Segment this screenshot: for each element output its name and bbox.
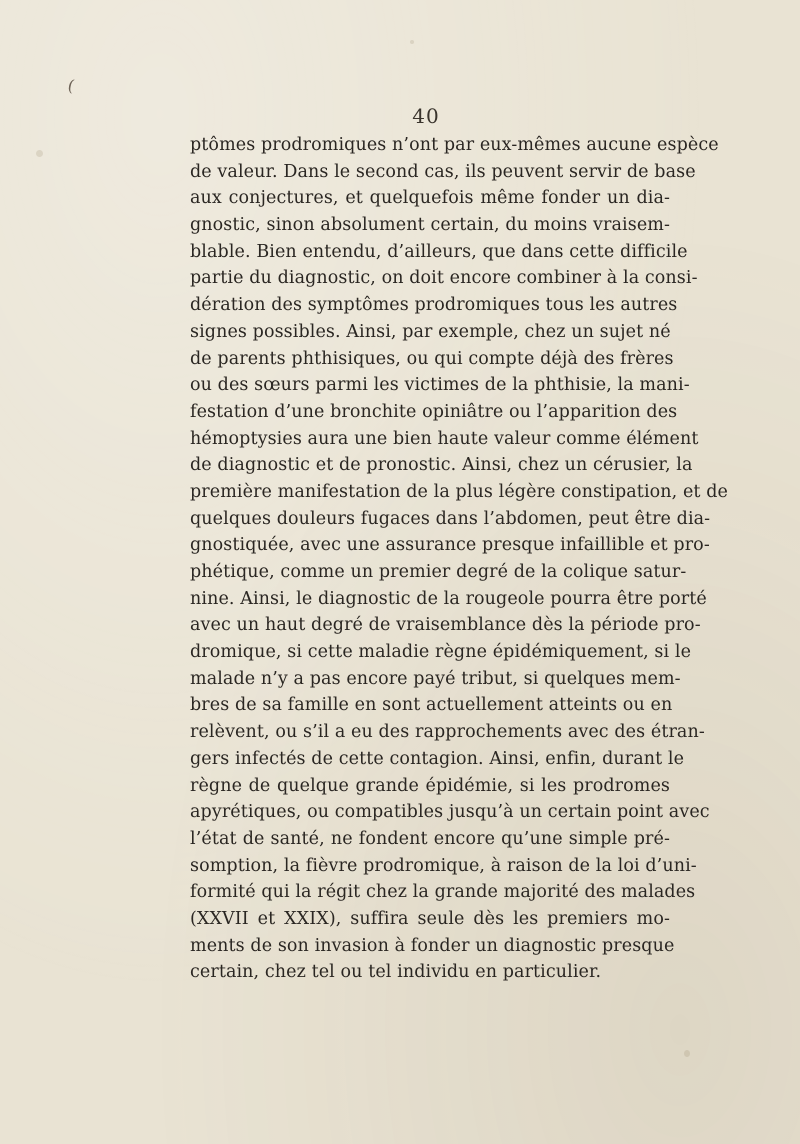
text-line: ou des sœurs parmi les victimes de la phthisie, la mani- <box>190 375 690 396</box>
text-line: signes possibles. Ainsi, par exemple, chez un sujet né <box>190 321 671 342</box>
text-line: hémoptysies aura une bien haute valeur comme élément <box>190 428 699 449</box>
text-line: de valeur. Dans le second cas, ils peuvent servir de base <box>190 161 696 182</box>
text-line: dromique, si cette maladie règne épidémiquement, si le <box>190 642 692 663</box>
pencil-mark: ( <box>66 75 77 96</box>
text-line: (XXVII et XXIX), suffira seule dès les premiers mo- <box>190 908 670 929</box>
text-line: apyrétiques, ou compatibles jusqu’à un certain point avec <box>190 802 710 823</box>
text-line: aux conjectures, et quelquefois même fonder un dia- <box>190 188 670 209</box>
text-line: nine. Ainsi, le diagnostic de la rougeole pourra être porté <box>190 588 707 609</box>
text-line: de parents phthisiques, ou qui compte déjà des frères <box>190 348 674 369</box>
text-line: ments de son invasion à fonder un diagnostic presque <box>190 935 675 956</box>
text-line: blable. Bien entendu, d’ailleurs, que dans cette difficile <box>190 241 688 262</box>
text-line: gers infectés de cette contagion. Ainsi, enfin, durant le <box>190 748 685 769</box>
paper-spot <box>684 1050 690 1057</box>
text-line: gnostiquée, avec une assurance presque infaillible et pro- <box>190 535 710 556</box>
text-line: avec un haut degré de vraisemblance dès la période pro- <box>190 615 701 636</box>
text-line: dération des symptômes prodromiques tous les autres <box>190 295 678 316</box>
body-text <box>190 132 728 986</box>
text-line: partie du diagnostic, on doit encore combiner à la consi- <box>190 268 698 289</box>
text-line: l’état de santé, ne fondent encore qu’une simple pré- <box>190 828 670 849</box>
text-line: certain, chez tel ou tel individu en particulier. <box>190 962 602 983</box>
text-line: relèvent, ou s’il a eu des rapprochements avec des étran- <box>190 722 705 743</box>
paper-spot <box>410 40 414 44</box>
text-line: gnostic, sinon absolument certain, du moins vraisem- <box>190 215 670 236</box>
text-line: bres de sa famille en sont actuellement atteints ou en <box>190 695 673 716</box>
text-line: première manifestation de la plus légère constipation, et de <box>190 481 728 502</box>
text-line: règne de quelque grande épidémie, si les prodromes <box>190 775 670 796</box>
text-line: festation d’une bronchite opiniâtre ou l’apparition des <box>190 401 678 422</box>
text-line: somption, la fièvre prodromique, à raison de la loi d’uni- <box>190 855 697 876</box>
text-line: phétique, comme un premier degré de la colique satur- <box>190 562 687 582</box>
text-line: malade n’y a pas encore payé tribut, si quelques mem- <box>190 668 681 689</box>
text-line: quelques douleurs fugaces dans l’abdomen, peut être dia- <box>190 508 711 529</box>
text-line: formité qui la régit chez la grande majorité des malades <box>190 882 696 903</box>
text-line: ptômes prodromiques n’ont par eux-mêmes aucune espèce <box>190 135 719 155</box>
text-line: de diagnostic et de pronostic. Ainsi, chez un cérusier, la <box>190 455 693 476</box>
paper-spot <box>36 150 43 157</box>
page-number: 40 <box>412 104 440 128</box>
